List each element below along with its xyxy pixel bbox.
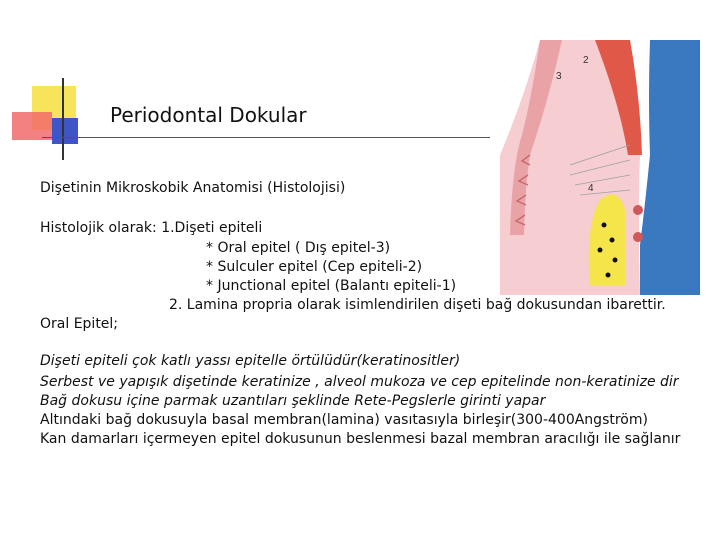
subtitle-rest: (Histolojisi) <box>262 180 346 196</box>
histology-intro: Histolojik olarak: 1.Dişeti epiteli <box>40 220 263 236</box>
histology-item-junctional: * Junctional epitel (Balantı epiteli-1) <box>206 278 457 294</box>
normal-line-2: Kan damarları içermeyen epitel dokusunun beslenmesi bazal membran aracılığı ile sağlanır <box>40 431 681 447</box>
label-2: 2 <box>583 55 589 66</box>
decor-blue-square <box>52 118 78 144</box>
slide-title: Periodontal Dokular <box>110 103 307 127</box>
oral-epitel-heading: Oral Epitel; <box>40 316 119 332</box>
label-4: 4 <box>588 183 594 194</box>
label-3: 3 <box>556 71 562 82</box>
enamel-shape <box>640 40 700 295</box>
title-underline <box>42 137 490 138</box>
histology-item-oral: * Oral epitel ( Dış epitel-3) <box>206 240 391 256</box>
italic-line-3: Bağ dokusu içine parmak uzantıları şeklinde Rete-Pegslerle girinti yapar <box>40 393 546 409</box>
decor-red-square <box>12 112 52 140</box>
italic-line-2: Serbest ve yapışık dişetinde keratinize , alveol mukoza ve cep epitelinde non-keratinize dir <box>40 374 679 390</box>
normal-line-1: Altındaki bağ dokusuyla basal membran(lamina) vasıtasıyla birleşir(300-400Angström) <box>40 412 648 428</box>
histology-item-sulcular: * Sulculer epitel (Cep epiteli-2) <box>206 259 423 275</box>
subtitle-bold: Dişetinin Mikroskobik Anatomisi <box>40 180 263 196</box>
subtitle <box>40 180 345 196</box>
decor-vertical-line <box>62 78 64 160</box>
gingiva-histology-illustration <box>500 35 700 295</box>
italic-line-1: Dişeti epiteli çok katlı yassı epitelle örtülüdür(keratinositler) <box>40 353 461 369</box>
lamina-propria-line: 2. Lamina propria olarak isimlendirilen dişeti bağ dokusundan ibarettir. <box>169 297 666 313</box>
